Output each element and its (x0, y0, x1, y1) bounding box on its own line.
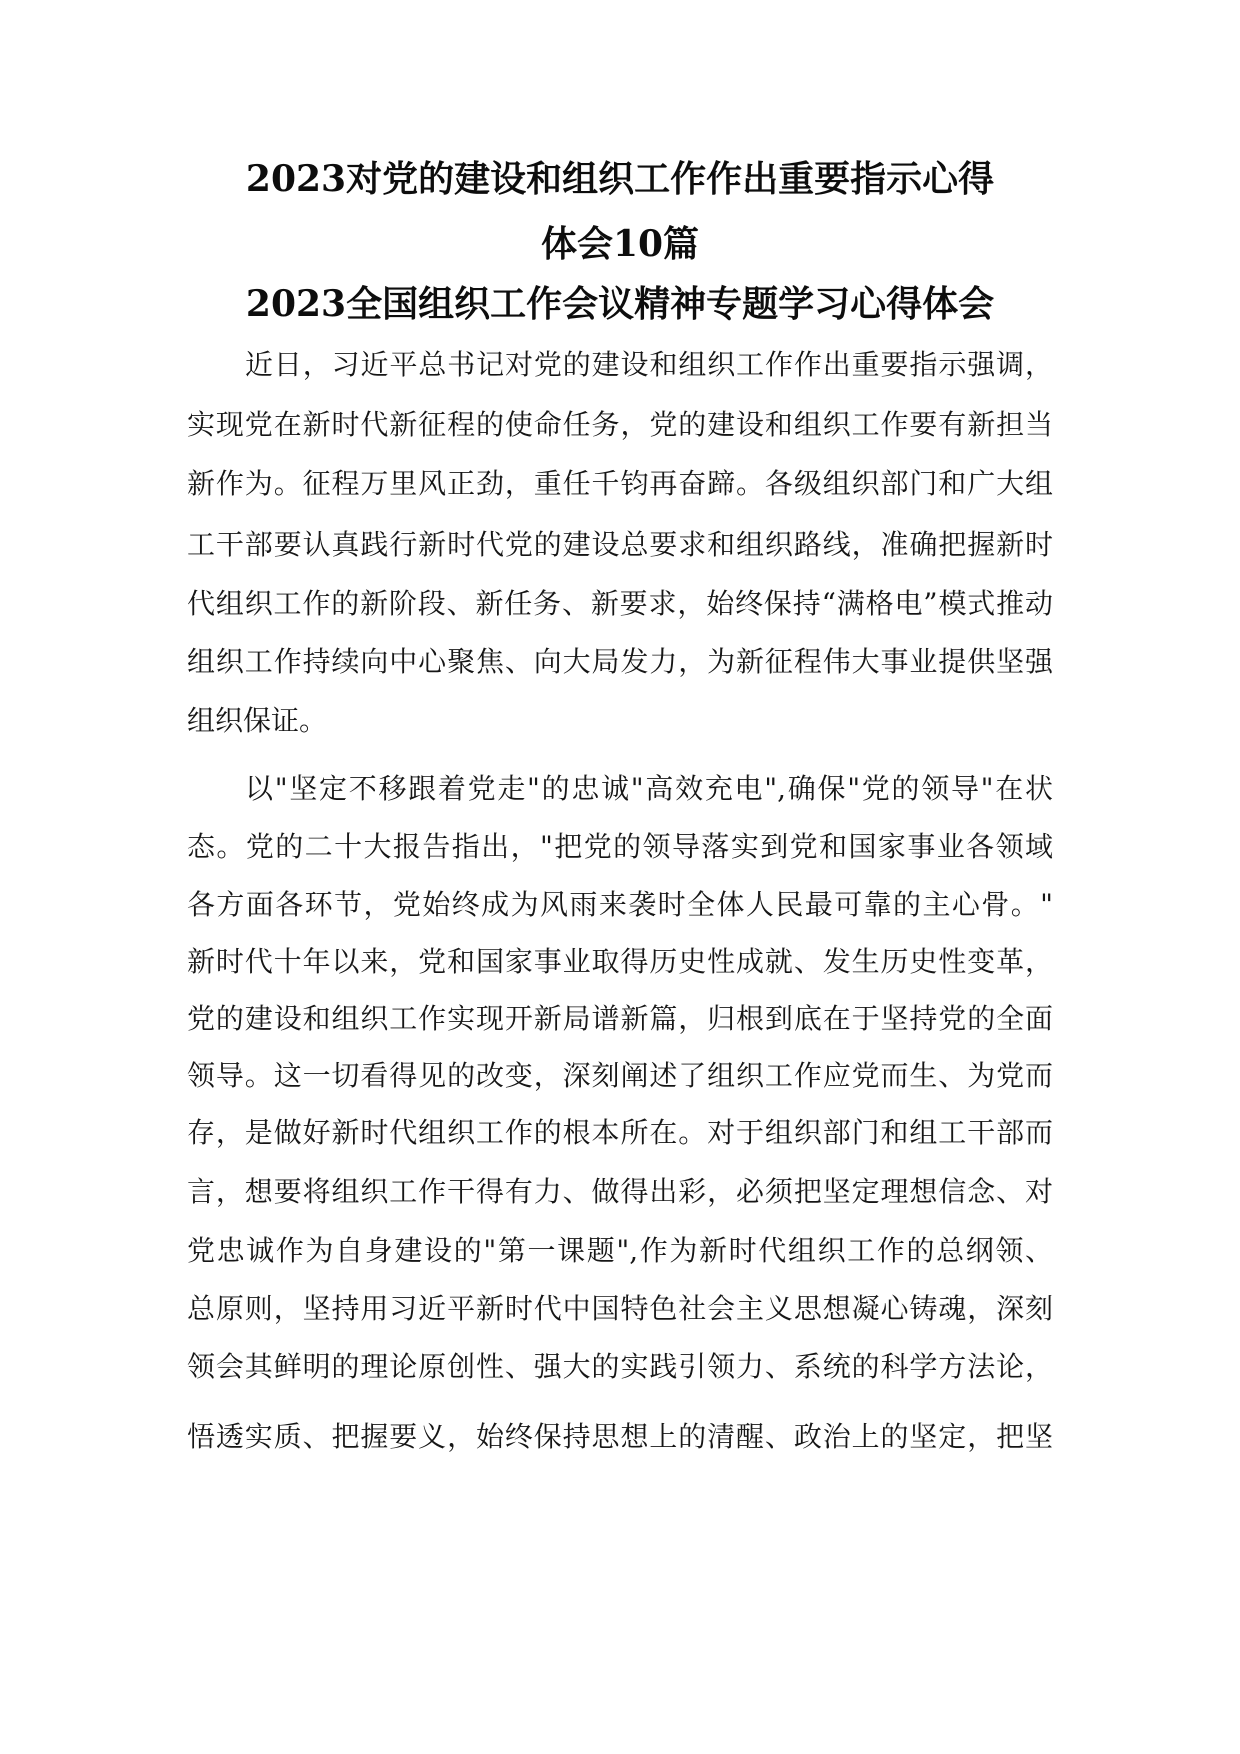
paragraph-2-line: 新时代十年以来，党和国家事业取得历史性成就、发生历史性变革， (187, 945, 1053, 978)
paragraph-2-line: 领导。这一切看得见的改变，深刻阐述了组织工作应党而生、为党而 (187, 1059, 1053, 1092)
paragraph-2-line: 态。党的二十大报告指出，"把党的领导落实到党和国家事业各领域 (187, 830, 1053, 863)
paragraph-1-line: 工干部要认真践行新时代党的建设总要求和组织路线，准确把握新时 (187, 528, 1053, 561)
paragraph-2-line: 党忠诚作为自身建设的"第一课题",作为新时代组织工作的总纲领、 (187, 1234, 1053, 1267)
document-title-line-2: 体会10篇 (540, 223, 700, 265)
paragraph-2-line: 总原则，坚持用习近平新时代中国特色社会主义思想凝心铸魂，深刻 (187, 1292, 1053, 1325)
paragraph-2-line: 党的建设和组织工作实现开新局谱新篇，归根到底在于坚持党的全面 (187, 1002, 1053, 1035)
paragraph-1-line: 近日，习近平总书记对党的建设和组织工作作出重要指示强调， (245, 348, 1053, 381)
paragraph-2-line: 存，是做好新时代组织工作的根本所在。对于组织部门和组工干部而 (187, 1116, 1053, 1149)
document-title-line-1: 2023对党的建设和组织工作作出重要指示心得 (245, 158, 995, 200)
paragraph-2-line: 以"坚定不移跟着党走"的忠诚"高效充电",确保"党的领导"在状 (245, 772, 1053, 805)
paragraph-2-line: 各方面各环节，党始终成为风雨来袭时全体人民最可靠的主心骨。" (187, 888, 1053, 921)
paragraph-2-line: 言，想要将组织工作干得有力、做得出彩，必须把坚定理想信念、对 (187, 1175, 1053, 1208)
document-subtitle: 2023全国组织工作会议精神专题学习心得体会 (245, 283, 995, 325)
paragraph-2-line: 悟透实质、把握要义，始终保持思想上的清醒、政治上的坚定，把坚 (187, 1420, 1053, 1453)
paragraph-1-line: 代组织工作的新阶段、新任务、新要求，始终保持“满格电”模式推动 (187, 587, 1053, 620)
paragraph-1-line: 新作为。征程万里风正劲，重任千钧再奋蹄。各级组织部门和广大组 (187, 467, 1053, 500)
paragraph-1-line: 组织保证。 (187, 704, 328, 737)
paragraph-1-line: 实现党在新时代新征程的使命任务，党的建设和组织工作要有新担当 (187, 408, 1053, 441)
paragraph-2-line: 领会其鲜明的理论原创性、强大的实践引领力、系统的科学方法论， (187, 1350, 1053, 1383)
paragraph-1-line: 组织工作持续向中心聚焦、向大局发力，为新征程伟大事业提供坚强 (187, 645, 1053, 678)
